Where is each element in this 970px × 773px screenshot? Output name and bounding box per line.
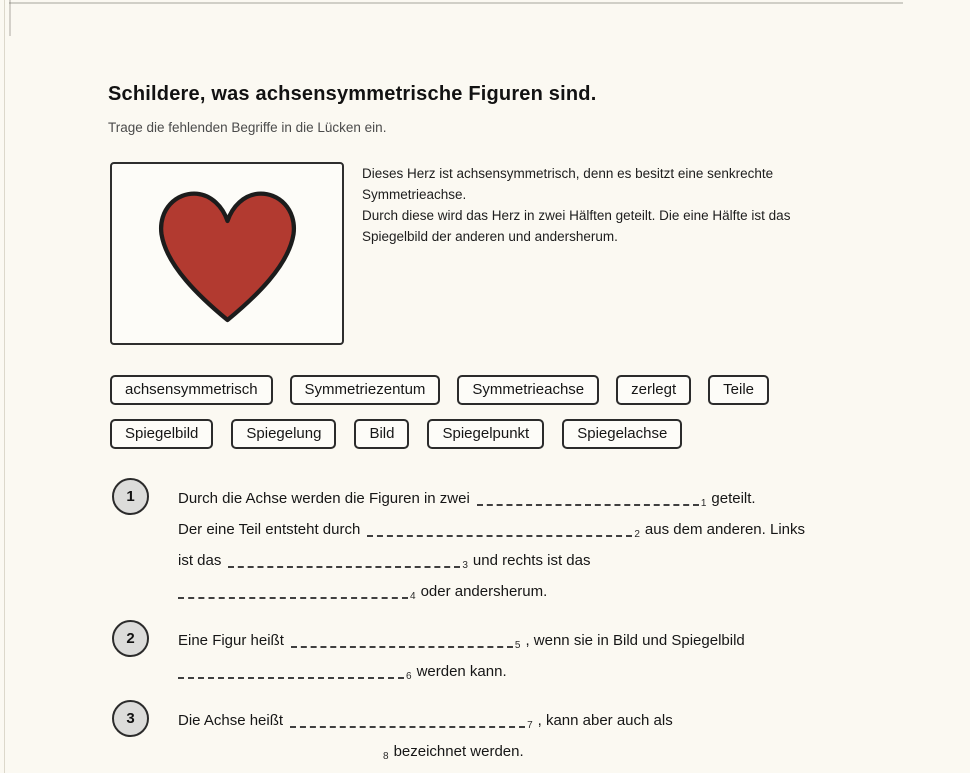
blank-number: 7 [527,720,533,731]
page-edge-corner [9,0,11,36]
blank-number: 5 [514,640,521,651]
question-3-line-2 [178,736,673,767]
question-text: Die Achse heißt [178,712,284,729]
page-title: Schildere, was achsensymmetrische Figuren sind. [108,83,597,105]
blank-4[interactable] [178,585,408,599]
question-text: , wenn sie in Bild und Spiegelbild [525,632,745,649]
question-1-line-3 [178,545,805,576]
figure-description [362,163,922,247]
blank-3[interactable] [228,554,460,568]
question-text: geteilt. [711,490,756,507]
chip-spiegelung[interactable]: Spiegelung [231,419,336,449]
question-3 [110,705,673,767]
question-text: oder andersherum. [420,583,548,600]
chip-symmetriezentum[interactable]: Symmetriezentum [290,375,441,405]
blank-1[interactable] [477,492,699,506]
chip-spiegelpunkt[interactable]: Spiegelpunkt [427,419,544,449]
question-2-line-2 [178,656,745,687]
question-2-line-1 [178,625,745,656]
question-text: Der eine Teil entsteht durch [178,521,361,538]
question-text: aus dem anderen. Links [644,521,806,538]
chip-spiegelachse[interactable]: Spiegelachse [562,419,682,449]
question-3-line-1 [178,705,673,736]
question-text: , kann aber auch als [537,712,673,729]
blank-7[interactable] [290,714,525,728]
word-bank-row-1 [110,375,769,405]
question-text: bezeichnet werden. [393,743,524,760]
blank-5[interactable] [291,634,513,648]
question-1-number-badge: 1 [112,478,149,515]
question-1 [110,483,805,607]
question-2-number-badge: 2 [112,620,149,657]
question-text: ist das [178,552,222,569]
question-text: Durch die Achse werden die Figuren in zwei [178,490,470,507]
chip-zerlegt[interactable]: zerlegt [616,375,691,405]
blank-number: 4 [410,591,416,602]
question-3-number-badge: 3 [112,700,149,737]
blank-number: 1 [700,498,707,509]
blank-number: 3 [462,560,468,571]
chip-teile[interactable]: Teile [708,375,769,405]
page-edge-left [4,0,5,773]
blank-6[interactable] [178,665,404,679]
question-1-line-2 [178,514,805,545]
question-text: werden kann. [416,663,507,680]
blank-number: 2 [634,529,640,540]
blank-2[interactable] [367,523,632,537]
word-bank-row-2 [110,419,682,449]
question-text: Eine Figur heißt [178,632,284,649]
question-text: und rechts ist das [472,552,591,569]
figure-description-line: Symmetrieachse. [362,187,467,202]
figure-description-line: Spiegelbild der anderen und andersherum. [362,229,618,244]
page-edge-top [9,2,903,4]
chip-bild[interactable]: Bild [354,419,409,449]
question-1-line-1 [178,483,805,514]
page-instructions: Trage die fehlenden Begriffe in die Lücken ein. [108,120,387,135]
chip-spiegelbild[interactable]: Spiegelbild [110,419,213,449]
figure-description-line: Dieses Herz ist achsensymmetrisch, denn es besitzt eine senkrechte [362,166,774,181]
heart-icon [145,175,310,333]
blank-number-8[interactable]: 8 [383,751,389,762]
question-1-line-4 [178,576,805,607]
heart-figure-box [110,162,344,345]
chip-achsensymmetrisch[interactable]: achsensymmetrisch [110,375,273,405]
chip-symmetrieachse[interactable]: Symmetrieachse [457,375,599,405]
blank-number: 6 [406,671,412,682]
question-2 [110,625,745,687]
figure-description-line: Durch diese wird das Herz in zwei Hälften geteilt. Die eine Hälfte ist das [362,208,791,223]
